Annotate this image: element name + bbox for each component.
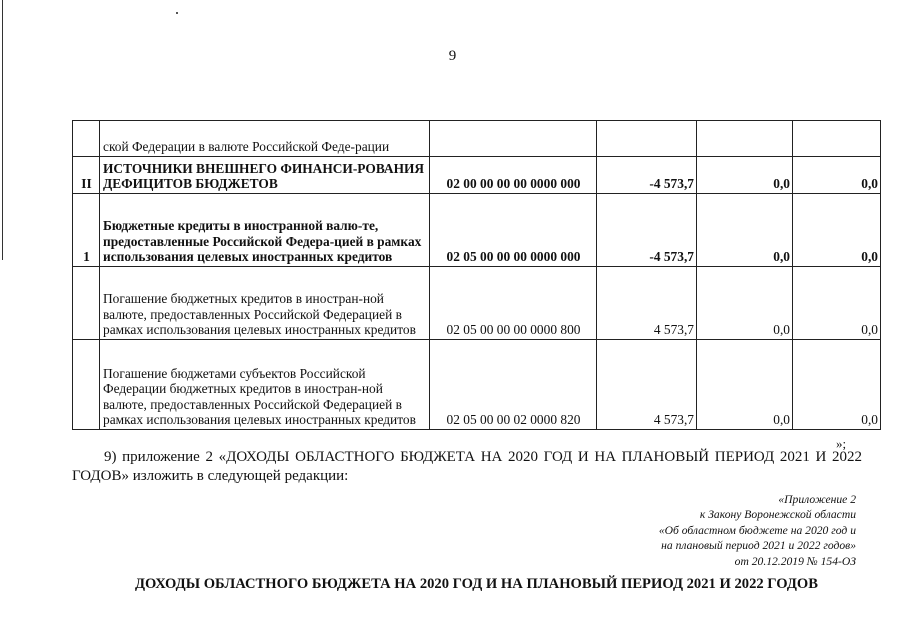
row-value-2020: 4 573,7 — [597, 340, 697, 430]
row-value-2020 — [597, 121, 697, 157]
row-value-2021: 0,0 — [697, 157, 793, 194]
row-value-2022: 0,0 — [793, 340, 881, 430]
appendix-line: к Закону Воронежской области — [699, 508, 856, 522]
row-number — [73, 267, 100, 340]
row-name: ской Федерации в валюте Российской Феде-рации — [100, 121, 430, 157]
row-name: ИСТОЧНИКИ ВНЕШНЕГО ФИНАНСИ-РОВАНИЯ ДЕФИЦИТОВ БЮДЖЕТОВ — [100, 157, 430, 194]
row-code: 02 05 00 00 00 0000 000 — [430, 194, 597, 267]
row-value-2022 — [793, 121, 881, 157]
row-value-2020: -4 573,7 — [597, 194, 697, 267]
row-code: 02 05 00 00 02 0000 820 — [430, 340, 597, 430]
row-value-2020: -4 573,7 — [597, 157, 697, 194]
row-code: 02 05 00 00 00 0000 800 — [430, 267, 597, 340]
appendix-line: от 20.12.2019 № 154-ОЗ — [734, 554, 856, 568]
table-row — [73, 121, 881, 157]
row-code: 02 00 00 00 00 0000 000 — [430, 157, 597, 194]
row-value-2021: 0,0 — [697, 267, 793, 340]
row-number: II — [73, 157, 100, 194]
row-value-2022: 0,0 — [793, 267, 881, 340]
appendix-line: «Об областном бюджете на 2020 год и — [658, 523, 856, 537]
row-value-2021: 0,0 — [697, 340, 793, 430]
page-edge-line — [2, 0, 3, 260]
row-number: 1 — [73, 194, 100, 267]
row-number — [73, 121, 100, 157]
budget-sources-table — [72, 120, 881, 430]
table-row — [73, 194, 881, 267]
row-value-2020: 4 573,7 — [597, 267, 697, 340]
row-name: Бюджетные кредиты в иностранной валю-те, предоставленные Российской Федера-цией в рамках использования целевых иностранных кредитов — [100, 194, 430, 267]
closing-quote: »; — [836, 436, 847, 451]
appendix-line: «Приложение 2 — [778, 493, 856, 506]
appendix-header — [659, 492, 856, 569]
row-code — [430, 121, 597, 157]
row-value-2022: 0,0 — [793, 157, 881, 194]
row-number — [73, 340, 100, 430]
amendment-paragraph: 9) приложение 2 «ДОХОДЫ ОБЛАСТНОГО БЮДЖЕТА НА 2020 ГОД И НА ПЛАНОВЫЙ ПЕРИОД 2021 И 2022 ГОДОВ» изложить в следующей редакции: — [72, 449, 862, 484]
row-value-2022: 0,0 — [793, 194, 881, 267]
row-value-2021 — [697, 121, 793, 157]
page-number: 9 — [448, 48, 457, 64]
row-name: Погашение бюджетных кредитов в иностран-ной валюте, предоставленных Российской Федерацией в рамках использования целевых иностранных кредитов — [100, 267, 430, 340]
table-row — [73, 340, 881, 430]
row-value-2021: 0,0 — [697, 194, 793, 267]
appendix-line: на плановый период 2021 и 2022 годов» — [661, 539, 856, 553]
table-row — [73, 157, 881, 194]
document-title: ДОХОДЫ ОБЛАСТНОГО БЮДЖЕТА НА 2020 ГОД И НА ПЛАНОВЫЙ ПЕРИОД 2021 И 2022 ГОДОВ — [135, 576, 818, 592]
table-row — [73, 267, 881, 340]
scan-speck — [176, 12, 178, 14]
row-name: Погашение бюджетами субъектов Российской Федерации бюджетных кредитов в иностран-ной валюте, предоставленных Российской Федерацией в рамках использования целевых иностранных кредитов — [100, 340, 430, 430]
